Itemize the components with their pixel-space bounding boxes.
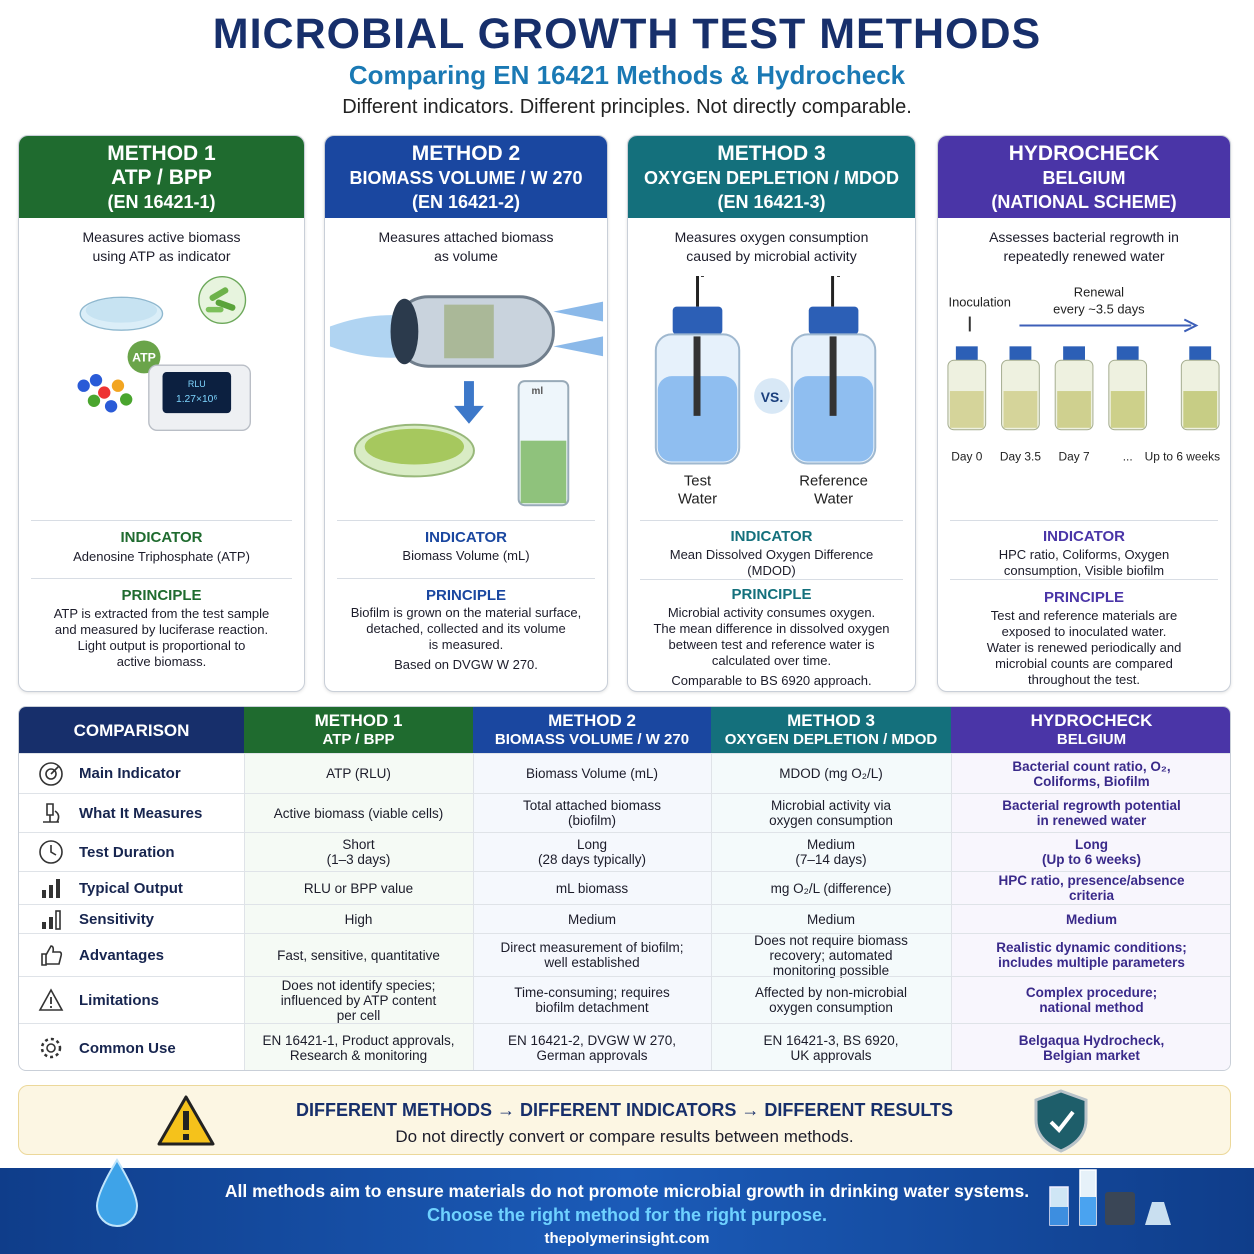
table-cell-line: (biofilm) bbox=[567, 813, 616, 828]
table-cell bbox=[244, 754, 473, 793]
table-cell-line: Biomass Volume (mL) bbox=[525, 766, 659, 781]
timeline-arrow-icon bbox=[1019, 320, 1196, 332]
card-description bbox=[938, 228, 1230, 266]
card-title: METHOD 3 bbox=[717, 142, 826, 165]
indicator-text bbox=[948, 547, 1220, 579]
table-cell bbox=[711, 872, 951, 904]
row-label bbox=[19, 1024, 244, 1071]
column-header-subtitle: OXYGEN DEPLETION / MDOD bbox=[724, 731, 938, 748]
row-label-text: Sensitivity bbox=[79, 910, 155, 928]
table-cell-line: monitoring possible bbox=[772, 962, 890, 978]
target-icon bbox=[37, 760, 65, 788]
day-label: ... bbox=[1122, 449, 1133, 464]
table-cell-line: Realistic dynamic conditions; bbox=[996, 940, 1187, 955]
column-header-title: METHOD 1 bbox=[314, 711, 403, 730]
principle-label: PRINCIPLE bbox=[1043, 589, 1124, 606]
principle-line: Based on DVGW W 270. bbox=[394, 657, 538, 672]
card-title: METHOD 1 bbox=[107, 142, 216, 165]
card-subtitle: BIOMASS VOLUME / W 270 bbox=[349, 168, 583, 188]
shield-icon bbox=[1031, 1088, 1091, 1154]
renewal-label: Renewal bbox=[1073, 284, 1125, 300]
row-label-text: What It Measures bbox=[79, 804, 203, 822]
table-cell bbox=[711, 1024, 951, 1071]
table-cell-line: EN 16421-2, DVGW W 270, bbox=[507, 1033, 677, 1048]
warning-sub-text: Do not directly convert or compare results between methods. bbox=[395, 1127, 854, 1146]
gear-icon bbox=[37, 1034, 65, 1062]
table-cell-line: Active biomass (viable cells) bbox=[273, 805, 444, 821]
indicator-label: INDICATOR bbox=[120, 529, 203, 546]
table-row bbox=[19, 793, 1231, 832]
table-cell-line: Time-consuming; requires bbox=[514, 985, 670, 1000]
table-cell bbox=[711, 833, 951, 871]
comparison-header bbox=[19, 707, 244, 753]
table-cell-line: mg O₂/L (difference) bbox=[770, 880, 892, 896]
indicator-label: INDICATOR bbox=[730, 528, 813, 545]
indicator-text: Biomass Volume (mL) bbox=[402, 548, 530, 563]
principle-line: and measured by luciferase reaction. bbox=[54, 622, 269, 637]
comparison-header-label: COMPARISON bbox=[73, 720, 190, 740]
principle-label: PRINCIPLE bbox=[731, 586, 812, 603]
card-description-line: repeatedly renewed water bbox=[1003, 248, 1165, 264]
bar-chart-icon bbox=[37, 874, 65, 902]
card-standard: (EN 16421-2) bbox=[411, 192, 521, 212]
principle-line: ATP is extracted from the test sample bbox=[53, 606, 270, 621]
method-2-header bbox=[325, 136, 607, 218]
indicator-line: consumption, Visible biofilm bbox=[1003, 563, 1165, 578]
card-standard: (NATIONAL SCHEME) bbox=[991, 192, 1177, 212]
table-cell-line: Long bbox=[1075, 837, 1108, 852]
footer-line-1: All methods aim to ensure materials do not promote microbial growth in drinking water systems. bbox=[224, 1181, 1030, 1201]
card-description-line: using ATP as indicator bbox=[92, 248, 231, 264]
card-subtitle: BELGIUM bbox=[1042, 168, 1126, 188]
clock-icon bbox=[37, 838, 65, 866]
row-label bbox=[19, 934, 244, 976]
table-cell-line: Bacterial count ratio, O₂, bbox=[1012, 758, 1171, 774]
table-cell-line: MDOD (mg O₂/L) bbox=[779, 766, 883, 781]
table-cell-line: Belgian market bbox=[1043, 1048, 1140, 1063]
table-cell bbox=[244, 934, 473, 976]
table-cell-line: Long bbox=[576, 837, 608, 852]
principle-label: PRINCIPLE bbox=[121, 587, 202, 604]
card-description bbox=[628, 228, 915, 266]
table-cell bbox=[711, 794, 951, 832]
row-label bbox=[19, 794, 244, 832]
card-description-line: Measures active biomass bbox=[82, 229, 241, 245]
table-cell bbox=[473, 905, 711, 933]
card-description-line: Measures oxygen consumption bbox=[674, 229, 869, 245]
table-cell bbox=[951, 1024, 1231, 1071]
row-label-text: Limitations bbox=[79, 991, 160, 1009]
principle-line: Test and reference materials are bbox=[990, 608, 1178, 623]
column-header-subtitle: ATP / BPP bbox=[322, 731, 395, 748]
column-header-title: METHOD 3 bbox=[787, 711, 875, 730]
table-cell-line: recovery; automated bbox=[769, 947, 893, 963]
table-cell-line: (7–14 days) bbox=[795, 852, 867, 867]
row-label bbox=[19, 833, 244, 871]
page-subtitle: Comparing EN 16421 Methods & Hydrocheck bbox=[348, 60, 906, 90]
principle-line: Comparable to BS 6920 approach. bbox=[671, 673, 872, 688]
table-row bbox=[19, 976, 1231, 1023]
hydrocheck-card bbox=[937, 135, 1231, 692]
table-cell-line: Short bbox=[342, 837, 375, 852]
table-cell-line: RLU or BPP value bbox=[303, 880, 414, 896]
table-cell-line: Bacterial regrowth potential bbox=[1002, 798, 1181, 813]
thumbs-up-icon bbox=[37, 941, 65, 969]
principle-text bbox=[29, 606, 294, 670]
principle-line: between test and reference water is bbox=[668, 637, 875, 652]
row-label bbox=[19, 754, 244, 793]
test-bottle-icon bbox=[656, 276, 739, 464]
principle-line: calculated over time. bbox=[711, 653, 832, 668]
table-cell-line: in renewed water bbox=[1036, 813, 1147, 828]
vs-label: VS. bbox=[760, 388, 784, 405]
table-cell-line: biofilm detachment bbox=[535, 1000, 649, 1015]
table-row bbox=[19, 832, 1231, 871]
reference-water-label: Water bbox=[814, 491, 854, 508]
table-cell bbox=[244, 833, 473, 871]
principle-line: throughout the test. bbox=[1027, 672, 1141, 687]
card-description-line: as volume bbox=[434, 248, 498, 264]
table-cell-line: well established bbox=[544, 955, 640, 970]
table-row bbox=[19, 933, 1231, 976]
indicator-label: INDICATOR bbox=[425, 529, 507, 546]
principle-line: is measured. bbox=[428, 637, 504, 652]
column-header-method-3 bbox=[711, 707, 951, 753]
table-cell-line: Medium bbox=[567, 911, 616, 927]
principle-text bbox=[335, 605, 597, 673]
table-cell-line: Medium bbox=[806, 837, 855, 852]
row-label bbox=[19, 905, 244, 933]
row-label-text: Test Duration bbox=[79, 843, 175, 861]
table-cell-line: Complex procedure; bbox=[1025, 985, 1158, 1000]
row-label-text: Typical Output bbox=[79, 879, 183, 897]
atp-illustration bbox=[19, 276, 304, 516]
day-label: Day 0 bbox=[951, 449, 983, 464]
indicator-text: Adenosine Triphosphate (ATP) bbox=[73, 549, 250, 564]
table-cell bbox=[711, 905, 951, 933]
table-cell-line: ATP (RLU) bbox=[326, 766, 391, 781]
table-cell bbox=[951, 905, 1231, 933]
luminometer-screen-line: RLU bbox=[187, 379, 206, 390]
column-header-method-2 bbox=[473, 707, 711, 753]
column-header-subtitle: BIOMASS VOLUME / W 270 bbox=[494, 731, 690, 748]
table-cell-line: Direct measurement of biofilm; bbox=[500, 940, 684, 955]
table-cell-line: Does not require biomass bbox=[754, 932, 908, 948]
table-cell-line: per cell bbox=[336, 1007, 381, 1023]
molecule-icon bbox=[78, 374, 133, 412]
table-cell bbox=[473, 872, 711, 904]
card-title: METHOD 2 bbox=[411, 142, 521, 165]
card-standard: (EN 16421-3) bbox=[717, 192, 826, 212]
table-row bbox=[19, 1023, 1231, 1071]
card-standard: (EN 16421-1) bbox=[107, 192, 216, 212]
down-arrow-icon bbox=[454, 381, 484, 424]
sample-bottle-icon bbox=[1055, 346, 1093, 429]
principle-line: microbial counts are compared bbox=[995, 656, 1173, 671]
method-3-header bbox=[628, 136, 915, 218]
table-cell-line: UK approvals bbox=[790, 1048, 872, 1063]
table-cell-line: (Up to 6 weeks) bbox=[1041, 852, 1142, 867]
indicator-line: HPC ratio, Coliforms, Oxygen bbox=[998, 547, 1170, 562]
warning-icon bbox=[37, 986, 65, 1014]
reference-bottle-icon bbox=[792, 276, 875, 464]
table-cell bbox=[711, 754, 951, 793]
method-3-card bbox=[627, 135, 916, 692]
table-cell-line: Medium bbox=[806, 911, 855, 927]
day-label: Day 3.5 bbox=[999, 449, 1041, 464]
microscope-icon bbox=[37, 799, 65, 827]
table-cell-line: influenced by ATP content bbox=[280, 992, 437, 1008]
comparison-table bbox=[18, 706, 1231, 1071]
day-label: Up to 6 weeks bbox=[1144, 449, 1221, 464]
table-cell-line: Affected by non-microbial bbox=[754, 985, 908, 1000]
principle-line: Water is renewed periodically and bbox=[986, 640, 1182, 655]
method-1-card bbox=[18, 135, 305, 692]
column-header-title: HYDROCHECK bbox=[1030, 711, 1153, 730]
column-header-subtitle: BELGIUM bbox=[1056, 731, 1127, 748]
lab-equipment-icon bbox=[1040, 1162, 1190, 1232]
atp-badge-label: ATP bbox=[132, 350, 156, 365]
footer-line-2: Choose the right method for the right purpose. bbox=[427, 1205, 827, 1225]
table-cell bbox=[473, 934, 711, 976]
card-title: HYDROCHECK bbox=[1008, 142, 1160, 165]
indicator-text bbox=[638, 547, 905, 579]
table-cell-line: German approvals bbox=[536, 1048, 648, 1063]
table-cell bbox=[951, 833, 1231, 871]
warning-banner bbox=[18, 1085, 1231, 1155]
table-cell bbox=[951, 872, 1231, 904]
table-cell bbox=[473, 794, 711, 832]
table-cell bbox=[244, 977, 473, 1023]
row-label-text: Common Use bbox=[79, 1039, 176, 1057]
card-description-line: Assesses bacterial regrowth in bbox=[989, 229, 1179, 245]
table-cell bbox=[711, 977, 951, 1023]
principle-line: detached, collected and its volume bbox=[366, 621, 566, 636]
signal-icon bbox=[37, 905, 65, 933]
table-cell-line: Medium bbox=[1065, 911, 1117, 927]
table-cell-line: Total attached biomass bbox=[522, 798, 662, 813]
table-cell bbox=[244, 1024, 473, 1071]
biomass-illustration bbox=[325, 276, 607, 516]
sample-bottle-icon bbox=[1181, 346, 1219, 429]
card-subtitle: ATP / BPP bbox=[111, 166, 212, 189]
principle-text bbox=[948, 608, 1220, 688]
principle-line: exposed to inoculated water. bbox=[1001, 624, 1167, 639]
luminometer-screen-line: 1.27×10⁶ bbox=[176, 394, 218, 406]
table-cell bbox=[951, 934, 1231, 976]
column-header-hydrocheck bbox=[951, 707, 1231, 753]
table-cell-line: Microbial activity via bbox=[770, 798, 891, 813]
table-cell bbox=[711, 934, 951, 976]
table-cell bbox=[244, 794, 473, 832]
principle-line: active biomass. bbox=[116, 654, 207, 669]
card-description bbox=[325, 228, 607, 266]
table-cell-line: EN 16421-3, BS 6920, bbox=[763, 1033, 899, 1048]
principle-line: Microbial activity consumes oxygen. bbox=[667, 605, 876, 620]
table-cell bbox=[244, 905, 473, 933]
row-label-text: Advantages bbox=[79, 946, 165, 964]
column-header-title: METHOD 2 bbox=[548, 711, 636, 730]
principle-line: The mean difference in dissolved oxygen bbox=[653, 621, 890, 636]
hydrocheck-header bbox=[938, 136, 1230, 218]
table-cell bbox=[473, 1024, 711, 1071]
table-cell bbox=[244, 872, 473, 904]
test-water-label: Test bbox=[683, 473, 712, 490]
table-cell-line: oxygen consumption bbox=[769, 813, 893, 828]
card-description bbox=[19, 228, 304, 266]
indicator-label: INDICATOR bbox=[1043, 528, 1125, 545]
oxygen-illustration bbox=[628, 276, 915, 516]
page-title: MICROBIAL GROWTH TEST METHODS bbox=[212, 10, 1042, 58]
sample-bottle-icon bbox=[948, 346, 986, 429]
principle-line: Light output is proportional to bbox=[77, 638, 246, 653]
pipe-icon bbox=[391, 297, 554, 367]
table-cell-line: HPC ratio, presence/absence bbox=[998, 873, 1185, 888]
table-cell bbox=[473, 833, 711, 871]
table-cell bbox=[951, 754, 1231, 793]
card-description-line: Measures attached biomass bbox=[378, 229, 554, 245]
row-label-text: Main Indicator bbox=[79, 765, 181, 782]
table-cell-line: oxygen consumption bbox=[769, 1000, 893, 1015]
table-cell-line: Research & monitoring bbox=[289, 1048, 428, 1063]
table-cell-line: criteria bbox=[1068, 888, 1115, 903]
sample-bottle-icon bbox=[1002, 346, 1040, 429]
principle-label: PRINCIPLE bbox=[425, 587, 506, 604]
row-label bbox=[19, 872, 244, 904]
table-cell-line: Coliforms, Biofilm bbox=[1033, 773, 1150, 789]
table-cell-line: national method bbox=[1039, 1000, 1144, 1015]
indicator-line: Mean Dissolved Oxygen Difference bbox=[669, 547, 874, 562]
luminometer-icon bbox=[149, 365, 250, 430]
table-cell-line: EN 16421-1, Product approvals, bbox=[262, 1033, 455, 1048]
table-cell-line: includes multiple parameters bbox=[998, 955, 1185, 970]
table-row bbox=[19, 904, 1231, 933]
measuring-cylinder-icon bbox=[519, 381, 569, 505]
table-cell bbox=[473, 754, 711, 793]
table-cell-line: High bbox=[344, 911, 373, 927]
hydrocheck-illustration bbox=[938, 276, 1230, 516]
footer bbox=[0, 1168, 1254, 1254]
cylinder-unit-label: ml bbox=[531, 386, 544, 398]
table-cell-line: (1–3 days) bbox=[326, 852, 391, 867]
sample-bottle-icon bbox=[1109, 346, 1147, 429]
method-1-header bbox=[19, 136, 304, 218]
table-row bbox=[19, 871, 1231, 904]
table-cell-line: (28 days typically) bbox=[537, 852, 647, 867]
renewal-label: every ~3.5 days bbox=[1053, 301, 1145, 317]
table-cell bbox=[473, 977, 711, 1023]
table-cell-line: Belgaqua Hydrocheck, bbox=[1018, 1033, 1165, 1048]
bacteria-icon bbox=[199, 277, 246, 324]
card-description-line: caused by microbial activity bbox=[686, 248, 857, 264]
principle-text bbox=[638, 605, 905, 689]
day-label: Day 7 bbox=[1058, 449, 1090, 464]
table-row bbox=[19, 753, 1231, 793]
method-2-card bbox=[324, 135, 608, 692]
table-cell bbox=[951, 977, 1231, 1023]
column-header-method-1 bbox=[244, 707, 473, 753]
table-cell-line: Fast, sensitive, quantitative bbox=[277, 947, 440, 963]
principle-line: Biofilm is grown on the material surface, bbox=[350, 605, 582, 620]
test-water-label: Water bbox=[677, 491, 718, 508]
row-label bbox=[19, 977, 244, 1023]
inoculation-label: Inoculation bbox=[948, 294, 1011, 310]
warning-main-text: DIFFERENT METHODS → DIFFERENT INDICATORS → DIFFERENT RESULTS bbox=[296, 1100, 953, 1120]
table-cell-line: mL biomass bbox=[555, 880, 629, 896]
indicator-line: (MDOD) bbox=[747, 563, 796, 578]
table-cell bbox=[951, 794, 1231, 832]
table-cell-line: Does not identify species; bbox=[281, 977, 436, 993]
page-tagline: Different indicators. Different principles. Not directly comparable. bbox=[342, 96, 912, 118]
card-subtitle: OXYGEN DEPLETION / MDOD bbox=[643, 168, 900, 188]
reference-water-label: Reference bbox=[799, 473, 868, 490]
footer-site: thepolymerinsight.com bbox=[544, 1230, 710, 1247]
